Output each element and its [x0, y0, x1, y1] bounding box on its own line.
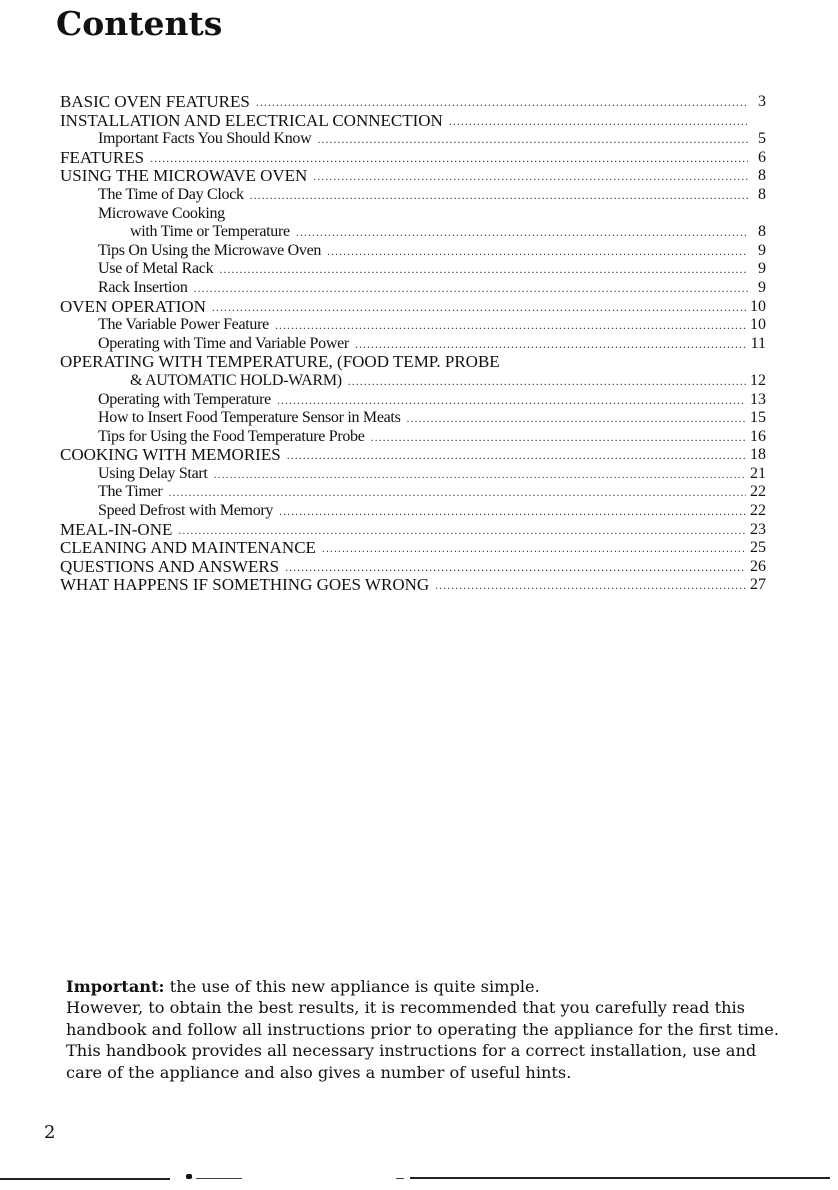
toc-entry [60, 167, 766, 186]
toc-entry-label: Speed Defrost with Memory [98, 502, 274, 520]
toc-entry [60, 93, 766, 112]
toc-entry-label: BASIC OVEN FEATURES [60, 92, 250, 111]
toc-entry-page: 18 [750, 446, 766, 464]
dot-leader [285, 558, 746, 577]
toc-entry-label: INSTALLATION AND ELECTRICAL CONNECTION [60, 110, 443, 130]
important-note [66, 976, 826, 1083]
toc-entry-page: 11 [750, 334, 766, 352]
note-line: care of the appliance and also gives a number of useful hints. [66, 1062, 572, 1082]
dot-leader [277, 391, 746, 410]
toc-entry [60, 539, 766, 558]
toc-entry-page: 23 [750, 520, 766, 538]
dot-leader [279, 502, 746, 521]
dot-leader [371, 428, 746, 447]
toc-entry-label: Use of Metal Rack [98, 260, 214, 278]
dot-leader [178, 521, 746, 540]
toc-entry-page: 9 [758, 278, 766, 296]
footer-rule [396, 1178, 404, 1179]
toc-entry [60, 409, 766, 428]
toc-entry [60, 446, 766, 465]
toc-entry-page: 10 [750, 316, 766, 334]
toc-entry-page: 5 [758, 130, 766, 148]
toc-entry-label: WHAT HAPPENS IF SOMETHING GOES WRONG [60, 575, 430, 595]
toc-entry [60, 242, 766, 261]
toc-entry [60, 521, 766, 540]
dot-leader [214, 465, 746, 484]
toc-entry-label: Rack Insertion [98, 278, 188, 296]
dot-leader [348, 372, 746, 391]
dot-leader [168, 483, 746, 502]
dot-leader [194, 279, 748, 298]
toc-entry-page: 15 [750, 409, 766, 427]
toc-entry-page: 8 [758, 167, 766, 185]
toc-entry [60, 260, 766, 279]
toc-entry [60, 316, 766, 335]
toc-entry-label: with Time or Temperature [130, 223, 290, 241]
toc-entry [60, 391, 766, 410]
toc-entry-page: 8 [758, 185, 766, 203]
toc-entry-label: The Variable Power Feature [98, 316, 269, 334]
toc-entry [60, 335, 766, 354]
note-text: the use of this new appliance is quite simple. [164, 977, 540, 996]
dot-leader [407, 409, 746, 428]
dot-leader [275, 316, 746, 335]
toc-entry-page: 9 [758, 260, 766, 278]
dot-leader [287, 446, 746, 465]
footer-mark [186, 1174, 192, 1179]
dot-leader [355, 335, 747, 354]
toc-entry [60, 372, 766, 391]
toc-entry-label: The Timer [98, 483, 163, 501]
toc-entry [60, 279, 766, 298]
footer-rule [196, 1178, 242, 1179]
dot-leader [435, 576, 746, 595]
dot-leader [313, 167, 748, 186]
toc-entry [60, 130, 766, 149]
toc-entry-label: QUESTIONS AND ANSWERS [60, 556, 280, 576]
note-lead: Important: [66, 977, 165, 996]
toc-entry-label: FEATURES [60, 147, 145, 167]
note-line: However, to obtain the best results, it is recommended that you carefully read this [66, 998, 745, 1018]
toc-entry-label: Operating with Time and Variable Power [98, 334, 349, 352]
toc-entry-label: OPERATING WITH TEMPERATURE, (FOOD TEMP. PROBE [60, 352, 500, 372]
toc-entry-page: 21 [750, 464, 766, 482]
toc-entry-label: How to Insert Food Temperature Sensor in Meats [98, 409, 401, 427]
toc-entry-label: Microwave Cooking [98, 204, 225, 222]
dot-leader [256, 93, 748, 112]
note-line: handbook and follow all instructions prior to operating the appliance for the first time. [66, 1019, 779, 1039]
toc-entry-page: 26 [750, 557, 766, 575]
toc-entry-label: OVEN OPERATION [60, 296, 206, 316]
toc-entry [60, 558, 766, 577]
toc-entry-label: The Time of Day Clock [98, 185, 244, 203]
dot-leader [317, 130, 748, 149]
toc-entry-page: 13 [750, 390, 766, 408]
dot-leader [296, 223, 748, 242]
note-line [66, 976, 826, 997]
toc-entry-label: Using Delay Start [98, 464, 208, 482]
toc-entry-label: Tips for Using the Food Temperature Probe [98, 427, 365, 445]
toc-entry-page: 16 [750, 427, 766, 445]
toc-entry [60, 186, 766, 205]
dot-leader [219, 260, 748, 279]
table-of-contents [60, 93, 766, 595]
toc-entry-page: 9 [758, 241, 766, 259]
toc-entry-label: USING THE MICROWAVE OVEN [60, 166, 308, 186]
dot-leader [212, 298, 746, 317]
toc-entry [60, 149, 766, 168]
toc-entry-label: Operating with Temperature [98, 390, 271, 408]
dot-leader [449, 112, 748, 131]
dot-leader [150, 149, 748, 168]
toc-entry [60, 428, 766, 447]
toc-entry-page: 10 [750, 297, 766, 315]
page-number: 2 [44, 1122, 56, 1143]
dot-leader [322, 539, 746, 558]
toc-entry-label: MEAL-IN-ONE [60, 519, 173, 539]
toc-entry [60, 502, 766, 521]
toc-entry-label: Important Facts You Should Know [98, 130, 312, 148]
toc-entry [60, 576, 766, 595]
toc-entry-label: Tips On Using the Microwave Oven [98, 241, 322, 259]
dot-leader [327, 242, 748, 261]
toc-entry [60, 483, 766, 502]
toc-entry [60, 465, 766, 484]
toc-entry-page: 12 [750, 371, 766, 389]
toc-entry-page: 6 [758, 148, 766, 166]
page-title: Contents [56, 4, 223, 43]
toc-entry [60, 223, 766, 242]
toc-entry-page: 25 [750, 539, 766, 557]
toc-entry [60, 298, 766, 317]
toc-entry-page: 27 [750, 576, 766, 594]
toc-entry [60, 205, 766, 224]
dot-leader [250, 186, 748, 205]
toc-entry-page: 3 [758, 93, 766, 110]
note-line: This handbook provides all necessary instructions for a correct installation, use and [66, 1041, 757, 1061]
toc-entry-label: & AUTOMATIC HOLD-WARM) [130, 371, 342, 389]
toc-entry-page: 22 [750, 502, 766, 520]
toc-entry [60, 112, 766, 131]
toc-entry-label: COOKING WITH MEMORIES [60, 445, 281, 465]
toc-entry-label: CLEANING AND MAINTENANCE [60, 538, 316, 558]
toc-entry [60, 353, 766, 372]
toc-entry-page: 22 [750, 483, 766, 501]
toc-entry-page: 8 [758, 223, 766, 241]
footer-rule [410, 1177, 830, 1179]
footer-rule [0, 1178, 170, 1180]
